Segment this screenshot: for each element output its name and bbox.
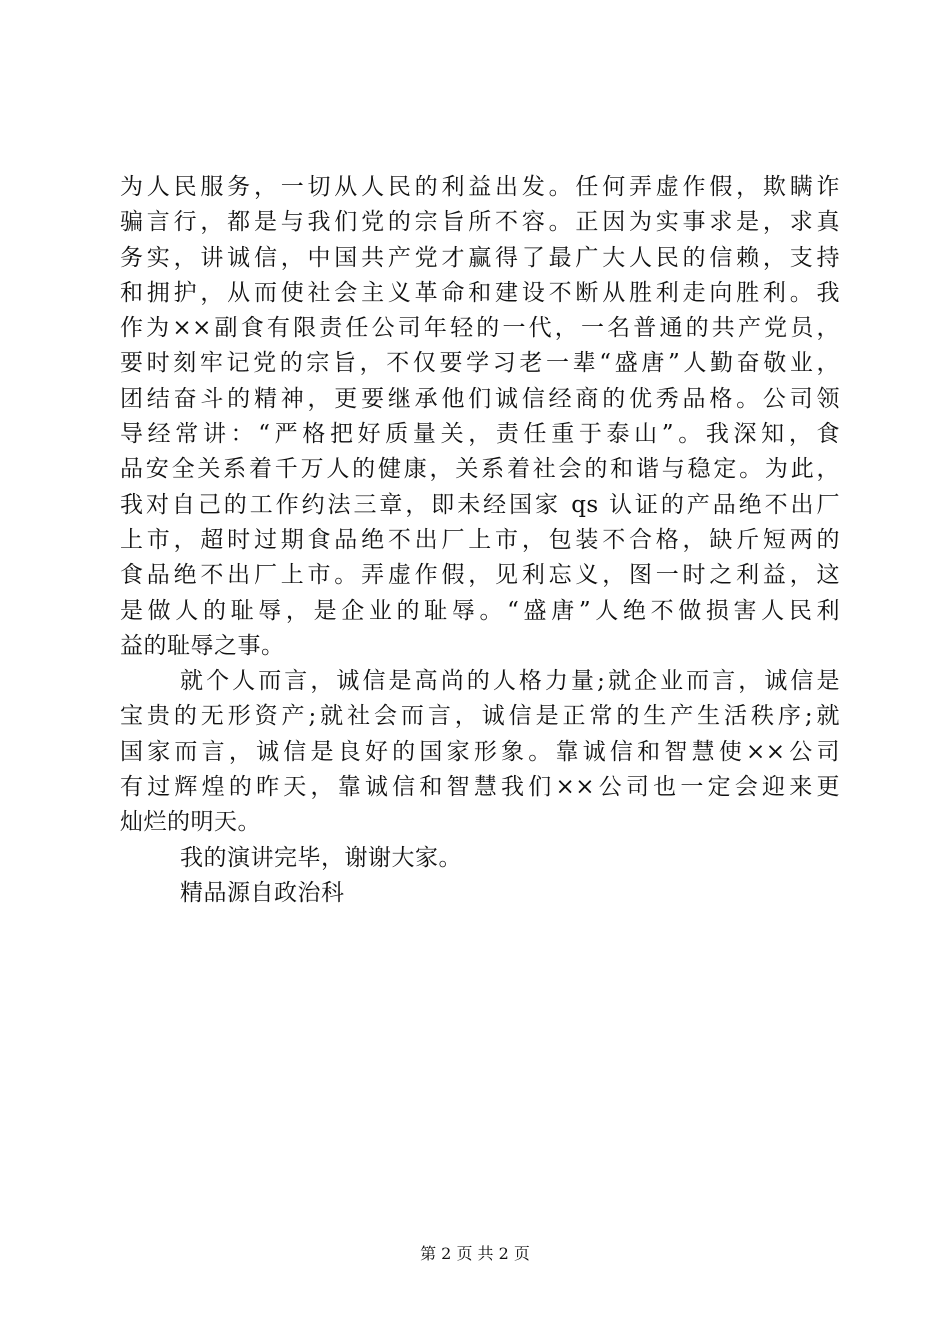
text-line: 和拥护，从而使社会主义革命和建设不断从胜利走向胜利。我 — [120, 279, 840, 306]
text-line: 作为××副食有限责任公司年轻的一代，一名普通的共产党员， — [120, 315, 840, 342]
text-line: 益的耻辱之事。 — [120, 632, 285, 659]
text-line: 宝贵的无形资产;就社会而言，诚信是正常的生产生活秩序;就 — [120, 703, 840, 730]
text-line: 精品源自政治科 — [180, 879, 345, 906]
text-line: 国家而言，诚信是良好的国家形象。靠诚信和智慧使××公司 — [120, 738, 840, 765]
text-line: 导经常讲：“严格把好质量关，责任重于泰山”。我深知，食 — [120, 421, 840, 448]
page-footer: 第 2 页 共 2 页 — [420, 1244, 530, 1263]
text-line: 品安全关系着千万人的健康，关系着社会的和谐与稳定。为此， — [120, 456, 840, 483]
text-line: 就个人而言，诚信是高尚的人格力量;就企业而言，诚信是 — [180, 668, 840, 695]
document-body — [120, 170, 840, 911]
text-line: 团结奋斗的精神，更要继承他们诚信经商的优秀品格。公司领 — [120, 385, 840, 412]
text-line: 骗言行，都是与我们党的宗旨所不容。正因为实事求是，求真 — [120, 209, 840, 236]
text-line: 有过辉煌的昨天，靠诚信和智慧我们××公司也一定会迎来更 — [120, 774, 840, 801]
text-line: 务实，讲诚信，中国共产党才赢得了最广大人民的信赖，支持 — [120, 244, 840, 271]
text-line: 我对自己的工作约法三章，即未经国家 qs 认证的产品绝不出厂 — [120, 491, 840, 518]
text-line: 灿烂的明天。 — [120, 809, 261, 836]
text-line: 要时刻牢记党的宗旨，不仅要学习老一辈“盛唐”人勤奋敬业， — [120, 350, 840, 377]
text-line: 食品绝不出厂上市。弄虚作假，见利忘义，图一时之利益，这 — [120, 562, 840, 589]
text-line: 上市，超时过期食品绝不出厂上市，包装不合格，缺斤短两的 — [120, 526, 840, 553]
text-line: 我的演讲完毕，谢谢大家。 — [180, 844, 462, 871]
text-line: 是做人的耻辱，是企业的耻辱。“盛唐”人绝不做损害人民利 — [120, 597, 840, 624]
text-line: 为人民服务，一切从人民的利益出发。任何弄虚作假，欺瞒诈 — [120, 174, 840, 200]
